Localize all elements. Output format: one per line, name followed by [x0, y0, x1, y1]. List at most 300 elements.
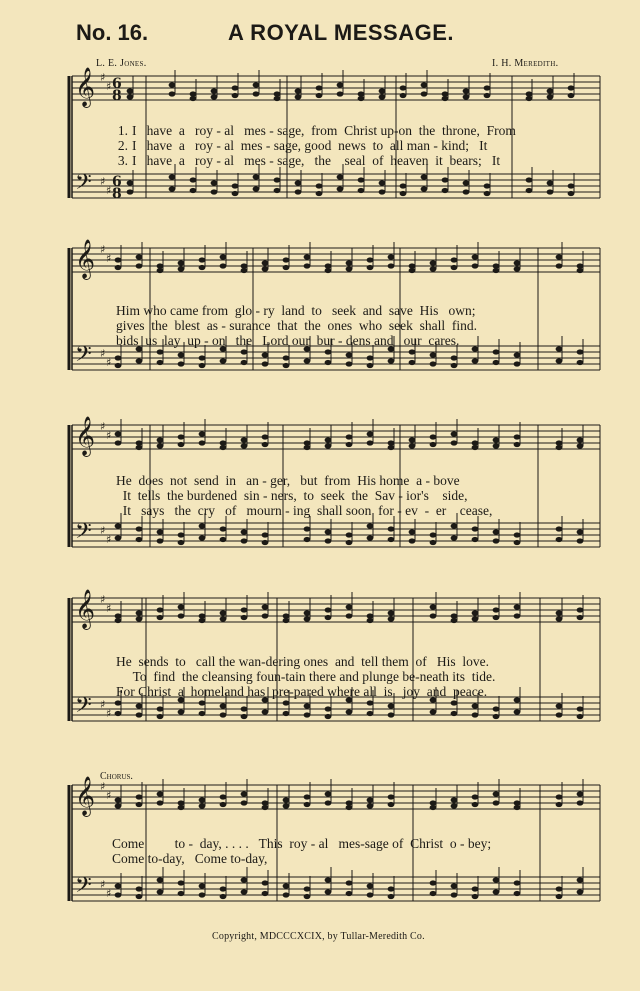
bass-notehead — [220, 712, 227, 717]
bass-clef-icon: 𝄢 — [75, 693, 92, 723]
bass-notehead — [568, 191, 575, 196]
sharp-icon: ♯ — [100, 243, 106, 256]
copyright-notice: Copyright, MDCCCXCIX, by Tullar-Meredith Co. — [212, 931, 425, 942]
bass-notehead — [358, 188, 365, 193]
bass-notehead — [178, 540, 185, 545]
bass-notehead — [388, 703, 395, 708]
treble-notehead — [430, 442, 437, 447]
treble-notehead — [199, 265, 206, 270]
bass-notehead — [400, 183, 407, 188]
bass-notehead — [346, 880, 353, 885]
bass-notehead — [220, 526, 227, 531]
bass-notehead — [367, 523, 374, 528]
bass-notehead — [136, 712, 143, 717]
treble-notehead — [514, 434, 521, 439]
sharp-icon: ♯ — [100, 420, 106, 433]
bass-notehead — [346, 891, 353, 896]
bass-notehead — [547, 189, 554, 194]
treble-notehead — [409, 437, 416, 442]
treble-notehead — [304, 616, 311, 621]
bass-notehead — [451, 883, 458, 888]
lyricist-credit: L. E. Jones. — [96, 58, 147, 69]
treble-notehead — [472, 263, 479, 268]
bass-notehead — [136, 358, 143, 363]
treble-notehead — [199, 803, 206, 808]
treble-notehead — [232, 85, 239, 90]
bass-notehead — [220, 886, 227, 891]
bass-notehead — [514, 880, 521, 885]
treble-notehead — [274, 96, 281, 101]
treble-notehead — [568, 85, 575, 90]
treble-notehead — [283, 618, 290, 623]
treble-notehead — [304, 610, 311, 615]
bass-notehead — [304, 537, 311, 542]
treble-notehead — [346, 604, 353, 609]
treble-notehead — [493, 437, 500, 442]
treble-clef-icon: 𝄞 — [75, 776, 96, 816]
treble-notehead — [472, 794, 479, 799]
bass-notehead — [526, 188, 533, 193]
treble-notehead — [346, 613, 353, 618]
chorus-label: Chorus. — [100, 771, 133, 782]
bass-notehead — [274, 188, 281, 193]
treble-notehead — [577, 443, 584, 448]
treble-notehead — [316, 85, 323, 90]
bass-notehead — [136, 886, 143, 891]
treble-notehead — [178, 260, 185, 265]
treble-notehead — [220, 254, 227, 259]
bass-notehead — [262, 891, 269, 896]
verse-2-line-3: It tells the burdened sin - ners, to seek the Sav - ior's side, — [116, 488, 468, 503]
bass-notehead — [493, 529, 500, 534]
bass-notehead — [295, 189, 302, 194]
verse-number: 2. — [117, 138, 128, 153]
bass-notehead — [493, 877, 500, 882]
treble-notehead — [484, 93, 491, 98]
treble-notehead — [304, 445, 311, 450]
sharp-icon: ♯ — [100, 524, 106, 537]
treble-notehead — [115, 431, 122, 436]
treble-notehead — [556, 610, 563, 615]
bass-notehead — [115, 892, 122, 897]
bass-notehead — [409, 538, 416, 543]
treble-notehead — [115, 265, 122, 270]
treble-notehead — [577, 437, 584, 442]
bass-notehead — [430, 880, 437, 885]
bass-notehead — [346, 540, 353, 545]
bass-notehead — [241, 529, 248, 534]
treble-notehead — [283, 613, 290, 618]
treble-notehead — [577, 268, 584, 273]
treble-notehead — [493, 263, 500, 268]
bass-notehead — [325, 714, 332, 719]
bass-notehead — [241, 714, 248, 719]
bass-notehead — [211, 189, 218, 194]
bass-notehead — [325, 889, 332, 894]
treble-notehead — [262, 266, 269, 271]
bass-notehead — [283, 700, 290, 705]
bass-notehead — [157, 889, 164, 894]
treble-notehead — [472, 254, 479, 259]
sharp-icon: ♯ — [100, 780, 106, 793]
treble-notehead — [241, 800, 248, 805]
treble-notehead — [262, 805, 269, 810]
bass-notehead — [421, 174, 428, 179]
treble-notehead — [379, 88, 386, 93]
treble-notehead — [304, 794, 311, 799]
treble-notehead — [262, 800, 269, 805]
treble-notehead — [304, 802, 311, 807]
treble-notehead — [136, 254, 143, 259]
sharp-icon: ♯ — [106, 602, 112, 615]
treble-notehead — [451, 431, 458, 436]
treble-notehead — [178, 613, 185, 618]
bass-notehead — [367, 355, 374, 360]
treble-notehead — [169, 82, 176, 87]
treble-notehead — [556, 440, 563, 445]
bass-notehead — [283, 363, 290, 368]
bass-notehead — [493, 349, 500, 354]
bass-notehead — [451, 700, 458, 705]
treble-notehead — [514, 805, 521, 810]
bass-notehead — [220, 537, 227, 542]
bass-notehead — [325, 349, 332, 354]
verse-2-line-1 — [100, 139, 600, 153]
treble-notehead — [178, 434, 185, 439]
bass-notehead — [463, 189, 470, 194]
bass-notehead — [283, 711, 290, 716]
bass-notehead — [556, 712, 563, 717]
treble-notehead — [514, 442, 521, 447]
treble-notehead — [157, 437, 164, 442]
bass-notehead — [115, 355, 122, 360]
bass-notehead — [493, 889, 500, 894]
treble-notehead — [400, 93, 407, 98]
bass-notehead — [304, 526, 311, 531]
bass-notehead — [283, 883, 290, 888]
treble-notehead — [199, 257, 206, 262]
bass-notehead — [388, 894, 395, 899]
bass-notehead — [115, 523, 122, 528]
bass-notehead — [547, 180, 554, 185]
time-signature-top-denominator: 8 — [112, 88, 122, 104]
verse-number: 3. — [117, 153, 128, 168]
sharp-icon: ♯ — [100, 593, 106, 606]
treble-notehead — [283, 265, 290, 270]
treble-notehead — [325, 437, 332, 442]
treble-notehead — [463, 88, 470, 93]
bass-notehead — [274, 177, 281, 182]
treble-notehead — [199, 797, 206, 802]
bass-notehead — [577, 889, 584, 894]
treble-notehead — [421, 82, 428, 87]
treble-notehead — [430, 434, 437, 439]
treble-notehead — [514, 266, 521, 271]
bass-notehead — [472, 712, 479, 717]
bass-notehead — [115, 883, 122, 888]
bass-notehead — [136, 703, 143, 708]
treble-notehead — [556, 445, 563, 450]
lyric-text: I have a roy - al mes - sage, the seal of heaven it bears; It — [132, 153, 501, 168]
bass-notehead — [232, 191, 239, 196]
treble-clef-icon: 𝄞 — [75, 416, 96, 456]
treble-notehead — [136, 263, 143, 268]
treble-notehead — [346, 266, 353, 271]
treble-notehead — [493, 800, 500, 805]
bass-notehead — [337, 186, 344, 191]
bass-clef-icon: 𝄢 — [75, 873, 92, 903]
treble-notehead — [157, 791, 164, 796]
bass-notehead — [472, 703, 479, 708]
treble-notehead — [388, 254, 395, 259]
sharp-icon: ♯ — [100, 347, 106, 360]
treble-notehead — [178, 805, 185, 810]
treble-notehead — [577, 791, 584, 796]
treble-notehead — [178, 604, 185, 609]
treble-notehead — [556, 616, 563, 621]
treble-notehead — [241, 268, 248, 273]
treble-notehead — [409, 263, 416, 268]
bass-notehead — [346, 352, 353, 357]
treble-notehead — [346, 805, 353, 810]
treble-notehead — [493, 607, 500, 612]
bass-notehead — [220, 894, 227, 899]
treble-notehead — [127, 88, 134, 93]
treble-notehead — [388, 445, 395, 450]
bass-notehead — [577, 538, 584, 543]
verse-2-line-2: gives the blest as - surance that the ones who seek shall find. — [116, 318, 478, 333]
treble-notehead — [115, 613, 122, 618]
bass-notehead — [337, 174, 344, 179]
bass-notehead — [316, 183, 323, 188]
bass-notehead — [304, 886, 311, 891]
hymn-number: No. 16. — [76, 20, 149, 45]
treble-notehead — [388, 440, 395, 445]
bass-notehead — [451, 535, 458, 540]
bass-notehead — [199, 535, 206, 540]
bass-notehead — [262, 880, 269, 885]
bass-notehead — [199, 363, 206, 368]
bass-notehead — [199, 523, 206, 528]
sharp-icon: ♯ — [106, 252, 112, 265]
treble-notehead — [556, 802, 563, 807]
treble-notehead — [472, 610, 479, 615]
verse-3-line-4: For Christ a homeland has pre-pared where all is joy and peace. — [116, 684, 488, 699]
treble-notehead — [442, 96, 449, 101]
treble-notehead — [463, 94, 470, 99]
treble-notehead — [169, 91, 176, 96]
treble-notehead — [367, 257, 374, 262]
bass-notehead — [451, 355, 458, 360]
treble-notehead — [337, 91, 344, 96]
verse-2-line-4: To find the cleansing foun-tain there and plunge be-neath its tide. — [116, 669, 496, 684]
treble-notehead — [577, 607, 584, 612]
treble-notehead — [400, 85, 407, 90]
bass-notehead — [190, 188, 197, 193]
verse-1-line-3: He does not send in an - ger, but from His home a - bove — [116, 473, 460, 488]
bass-notehead — [199, 892, 206, 897]
bass-notehead — [493, 360, 500, 365]
treble-notehead — [451, 618, 458, 623]
verse-1-line-2: Him who came from glo - ry land to seek and save His own; — [116, 303, 476, 318]
treble-clef-icon: 𝄞 — [75, 589, 96, 629]
treble-notehead — [337, 82, 344, 87]
bass-notehead — [157, 529, 164, 534]
treble-notehead — [388, 263, 395, 268]
bass-notehead — [577, 360, 584, 365]
treble-notehead — [451, 613, 458, 618]
treble-notehead — [115, 797, 122, 802]
bass-notehead — [136, 526, 143, 531]
treble-notehead — [115, 257, 122, 262]
treble-notehead — [136, 445, 143, 450]
treble-notehead — [514, 260, 521, 265]
bass-notehead — [241, 538, 248, 543]
bass-notehead — [157, 706, 164, 711]
treble-notehead — [346, 442, 353, 447]
treble-notehead — [367, 613, 374, 618]
bass-notehead — [325, 529, 332, 534]
bass-notehead — [430, 709, 437, 714]
treble-notehead — [127, 94, 134, 99]
treble-notehead — [493, 791, 500, 796]
bass-notehead — [577, 714, 584, 719]
treble-notehead — [157, 268, 164, 273]
treble-notehead — [295, 94, 302, 99]
treble-notehead — [325, 268, 332, 273]
bass-notehead — [442, 188, 449, 193]
sharp-icon: ♯ — [106, 356, 112, 369]
treble-notehead — [157, 615, 164, 620]
treble-notehead — [514, 613, 521, 618]
treble-notehead — [547, 94, 554, 99]
treble-notehead — [220, 616, 227, 621]
treble-notehead — [514, 800, 521, 805]
bass-notehead — [115, 363, 122, 368]
treble-notehead — [190, 91, 197, 96]
treble-notehead — [220, 794, 227, 799]
treble-notehead — [346, 434, 353, 439]
treble-notehead — [232, 93, 239, 98]
treble-notehead — [472, 802, 479, 807]
bass-notehead — [556, 358, 563, 363]
treble-notehead — [325, 443, 332, 448]
treble-notehead — [325, 800, 332, 805]
bass-notehead — [472, 526, 479, 531]
treble-notehead — [556, 794, 563, 799]
treble-notehead — [274, 91, 281, 96]
verse-3-line-2: bids us lay up - on the Lord our bur - dens and our cares. — [116, 333, 460, 348]
bass-notehead — [169, 186, 176, 191]
bass-notehead — [556, 526, 563, 531]
verse-3-line-3: It says the cry of mourn - ing shall soon for - ev - er cease, — [116, 503, 493, 518]
bass-notehead — [484, 183, 491, 188]
treble-notehead — [526, 96, 533, 101]
treble-notehead — [262, 260, 269, 265]
treble-notehead — [199, 431, 206, 436]
bass-notehead — [178, 891, 185, 896]
treble-notehead — [409, 443, 416, 448]
bass-notehead — [472, 886, 479, 891]
treble-notehead — [115, 803, 122, 808]
bass-notehead — [430, 361, 437, 366]
treble-notehead — [325, 263, 332, 268]
sharp-icon: ♯ — [106, 707, 112, 720]
treble-notehead — [451, 257, 458, 262]
bass-notehead — [577, 529, 584, 534]
treble-notehead — [325, 607, 332, 612]
treble-notehead — [325, 791, 332, 796]
bass-notehead — [556, 537, 563, 542]
bass-notehead — [253, 186, 260, 191]
treble-notehead — [556, 263, 563, 268]
treble-notehead — [430, 613, 437, 618]
treble-notehead — [577, 615, 584, 620]
bass-notehead — [199, 355, 206, 360]
bass-notehead — [304, 358, 311, 363]
bass-notehead — [388, 886, 395, 891]
treble-notehead — [241, 615, 248, 620]
bass-notehead — [493, 714, 500, 719]
composer-credit: I. H. Meredith. — [492, 58, 559, 69]
bass-notehead — [178, 880, 185, 885]
bass-notehead — [367, 700, 374, 705]
treble-notehead — [220, 802, 227, 807]
time-signature-bass-denominator: 8 — [112, 186, 122, 202]
bass-notehead — [577, 349, 584, 354]
treble-clef-icon: 𝄞 — [75, 239, 96, 279]
bass-notehead — [358, 177, 365, 182]
treble-notehead — [157, 607, 164, 612]
bass-notehead — [556, 886, 563, 891]
verse-1-line-1 — [100, 124, 600, 138]
sharp-icon: ♯ — [106, 80, 112, 93]
bass-notehead — [568, 183, 575, 188]
treble-notehead — [421, 91, 428, 96]
sharp-icon: ♯ — [100, 71, 106, 84]
bass-notehead — [241, 706, 248, 711]
bass-notehead — [451, 892, 458, 897]
bass-notehead — [472, 537, 479, 542]
bass-notehead — [442, 177, 449, 182]
treble-notehead — [316, 93, 323, 98]
bass-notehead — [514, 352, 521, 357]
bass-notehead — [388, 526, 395, 531]
treble-notehead — [136, 616, 143, 621]
treble-notehead — [388, 802, 395, 807]
bass-notehead — [262, 532, 269, 537]
bass-notehead — [316, 191, 323, 196]
bass-notehead — [388, 712, 395, 717]
treble-notehead — [493, 268, 500, 273]
bass-notehead — [346, 532, 353, 537]
bass-notehead — [409, 529, 416, 534]
treble-notehead — [220, 440, 227, 445]
bass-notehead — [493, 706, 500, 711]
bass-notehead — [514, 361, 521, 366]
time-signature-top-numerator: 6 — [112, 76, 122, 92]
bass-notehead — [241, 360, 248, 365]
bass-notehead — [526, 177, 533, 182]
bass-notehead — [451, 711, 458, 716]
bass-notehead — [430, 352, 437, 357]
time-signature-bass-numerator: 6 — [112, 174, 122, 190]
bass-notehead — [115, 700, 122, 705]
treble-notehead — [241, 607, 248, 612]
verse-1-line-4: He sends to call the wan-dering ones and tell them of His love. — [116, 654, 490, 669]
treble-notehead — [472, 440, 479, 445]
treble-notehead — [136, 802, 143, 807]
